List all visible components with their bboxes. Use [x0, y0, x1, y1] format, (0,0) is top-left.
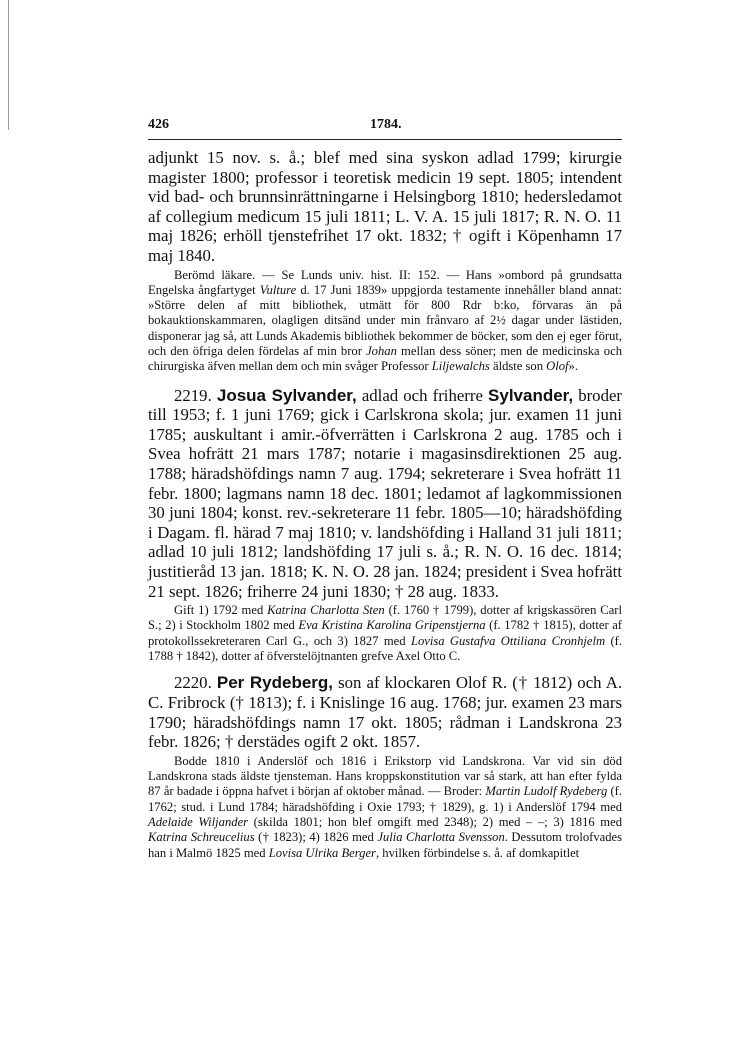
entry-2220-text: [148, 673, 622, 751]
italic-name: Liljewalchs: [431, 359, 490, 374]
text-segment: (f. 1788 † 1842), dotter af öfverstelöjtnanten grefve Axel Otto C.: [148, 633, 622, 664]
text-segment: Gift 1) 1792 med: [174, 603, 268, 618]
entry-2219-text: [148, 386, 622, 602]
italic-name: Katrina Charlotta Sten: [267, 603, 385, 618]
text-segment: adlad och friherre: [356, 385, 489, 405]
text-segment: . Dessutom trolofvades han i Malmö 1825 med: [148, 830, 622, 860]
text-segment: 2220.: [174, 673, 217, 693]
text-segment: mellan dess söner; men de medicinska och chirurgiska äfven mellan dem och min svåger Professor: [148, 344, 622, 374]
text-segment: (f. 1782 † 1815), dotter af protokollssekreteraren Carl G., och 3) 1827 med: [148, 618, 622, 648]
entry-2218-note: [148, 268, 622, 375]
italic-name: Johan: [366, 344, 397, 359]
entry-continuation-text: [148, 148, 622, 266]
entry-name: Sylvander,: [488, 385, 574, 405]
italic-name: Julia Charlotta Svensson: [377, 830, 505, 845]
entry-2220-note: [148, 754, 622, 861]
entry-2219-note: [148, 603, 622, 664]
italic-name: Adelaide Wiljander: [148, 814, 249, 829]
text-segment: adjunkt 15 nov. s. å.; blef med sina syskon adlad 1799; kirurgie magister 1800; professor i teoretisk medicin 19 sept. 1805; intendent vid bad- och brunnsinrättningarne i Helsingborg 1810; hedersledamot af collegium medicum 15 juli 1811; L. V. A. 15 juli 1817; R. N. O. 11 maj 1826; erhöll tjenstefrihet 17 okt. 1832; † ogift i Köpenhamn 17 maj 1840.: [148, 148, 622, 265]
italic-name: Lovisa Gustafva Ottiliana Cronhjelm: [410, 633, 606, 648]
margin-line: [8, 0, 9, 130]
text-segment: broder till 1953; f. 1 juni 1769; gick i Carlskrona skola; jur. examen 11 juni 1785; auskultant i amir.-öfverrätten i Carlskrona 2 aug. 1785 och i Svea hofrätt 21 mars 1787; notarie i magasinsdirektionen 25 aug. 1788; häradshöfdings namn 7 aug. 1794; sekreterare i Svea hofrätt 11 febr. 1800; lagmans namn 18 dec. 1801; ledamot af lagkommissionen 30 juni 1804; konst. rev.-sekreterare 11 febr. 1805—10; häradshöfding i Dagam. fl. härad 7 maj 1810; v. landshöfding i Halland 31 juli 1811; adlad 10 juli 1812; landshöfding 17 juli s. å.; R. N. O. 16 dec. 1814; justitieråd 13 jan. 1818; K. N. O. 28 jan. 1824; president i Svea hofrätt 21 sept. 1826; friherre 24 juni 1830; † 28 aug. 1833.: [148, 385, 623, 601]
text-segment: († 1823); 4) 1826 med: [254, 830, 378, 845]
italic-name: Olof: [546, 359, 569, 374]
entry-name: Josua Sylvander,: [216, 385, 357, 405]
page-header: [148, 117, 622, 139]
header-rule: [148, 139, 622, 140]
text-segment: 2219.: [174, 385, 217, 405]
italic-name: Eva Kristina Karolina Gripenstjerna: [298, 618, 486, 633]
running-header-year: 1784.: [370, 117, 402, 132]
page-body: [148, 148, 622, 861]
italic-name: Katrina Schreucelius: [148, 830, 255, 845]
text-segment: d. 17 Juni 1839» uppgjorda testamente innehåller bland annat: »Större delen af mitt bibliothek, utmätt för 800 Rdr b:ko, förvaras än på bokauktionskammaren, olagligen ditsänd under min frånvaro af 2½ dagar under lästiden, disponerar jag så, att Lunds Akademis bibliothek bekommer de böcker, som den ej eger förut, och den öfriga delen fördelas af min bror: [148, 282, 622, 359]
page-number: 426: [148, 117, 169, 132]
italic-name: Martin Ludolf Rydeberg: [485, 784, 608, 799]
text-segment: Bodde 1810 i Anderslöf och 1816 i Erikstorp vid Landskrona. Var vid sin död Landskrona stads äldste tjensteman. Hans kroppskonstitution var så stark, att han efter fylda 87 år badade i öppna hafvet i början af oktober månad. — Broder:: [148, 753, 622, 799]
text-segment: son af klockaren Olof R. († 1812) och A. C. Fribrock († 1813); f. i Knislinge 16 aug. 1768; jur. examen 23 mars 1790; häradshöfdings namn 17 okt. 1805; rådman i Landskrona 23 febr. 1826; † derstädes ogift 2 okt. 1857.: [148, 673, 623, 752]
entry-name: Per Rydeberg,: [216, 673, 334, 693]
italic-name: Lovisa Ulrika Berger: [268, 845, 376, 860]
text-segment: ».: [568, 359, 578, 374]
text-segment: , hvilken förbindelse s. å. af domkapitlet: [375, 845, 580, 860]
text-segment: Berömd läkare. — Se Lunds univ. hist. II: 152. — Hans »ombord på grundsatta Engelska ångfartyget: [148, 267, 622, 297]
text-segment: (skilda 1801; hon blef omgift med 2348); 2) med – –; 3) 1816 med: [248, 814, 622, 829]
italic-name: Vulture: [259, 282, 297, 297]
text-segment: äldste son: [489, 359, 547, 374]
text-segment: (f. 1762; stud. i Lund 1784; häradshöfding i Oxie 1793; † 1829), g. 1) i Anderslöf 1794 med: [148, 784, 623, 814]
text-segment: (f. 1760 † 1799), dotter af krigskassören Carl S.; 2) i Stockholm 1802 med: [148, 603, 622, 633]
